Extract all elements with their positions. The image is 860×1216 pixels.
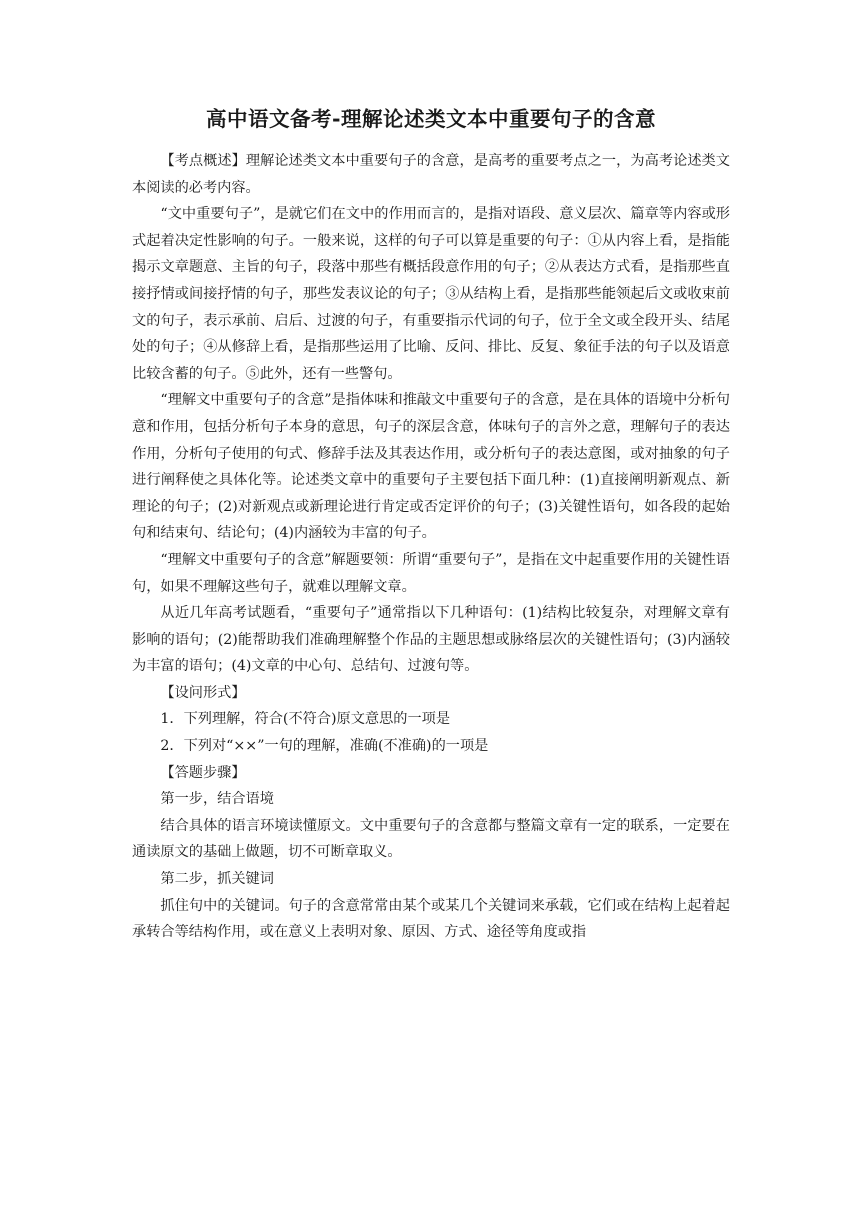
paragraph-important-sentences: “文中重要句子”，是就它们在文中的作用而言的，是指对语段、意义层次、篇章等内容或形式起着决定性影响的句子。一般来说，这样的句子可以算是重要的句子：①从内容上看，是指能揭示文章题意、主旨的句子，段落中那些有概括段意作用的句子；②从表达方式看，是指那些直接抒情或间接抒情的句子，那些发表议论的句子；③从结构上看，是指那些能领起后文或收束前文的句子，表示承前、启后、过渡的句子，有重要指示代词的句子，位于全文或全段开头、结尾处的句子；④从修辞上看，是指那些运用了比喻、反问、排比、反复、象征手法的句子以及语意比较含蓄的句子。⑤此外，还有一些警句。 (132, 206, 730, 382)
step-heading: 第一步，结合语境 (160, 791, 274, 808)
document-page (132, 104, 730, 946)
paragraph-overview: 【考点概述】理解论述类文本中重要句子的含意，是高考的重要考点之一，为高考论述类文本阅读的必考内容。 (132, 153, 730, 196)
question-form-item: 1．下列理解，符合(不符合)原文意思的一项是 (160, 711, 451, 728)
step-description: 抓住句中的关键词。句子的含意常常由某个或某几个关键词来承载，它们或在结构上起着起承转合等结构作用，或在意义上表明对象、原因、方式、途径等角度或指 (132, 897, 730, 941)
step-description: 结合具体的语言环境读懂原文。文中重要句子的含意都与整篇文章有一定的联系，一定要在通读原文的基础上做题，切不可断章取义。 (132, 817, 730, 861)
question-form-item: 2．下列对“××”一句的理解，准确(不准确)的一项是 (160, 738, 489, 755)
paragraph-solving-tips: “理解文中重要句子的含意”解题要领：所谓“重要句子”，是指在文中起重要作用的关键性语句，如果不理解这些句子，就难以理解文章。 (132, 551, 730, 595)
document-title: 高中语文备考-理解论述类文本中重要句子的含意 (205, 107, 656, 131)
paragraph-understanding-meaning: “理解文中重要句子的含意”是指体味和推敲文中重要句子的含意，是在具体的语境中分析句意和作用，包括分析句子本身的意思，句子的深层含意，体味句子的言外之意，理解句子的表达作用，分析句子使用的句式、修辞手法及其表达作用，或分析句子的表达意图，或对抽象的句子进行阐释使之具体化等。论述类文章中的重要句子主要包括下面几种：(1)直接阐明新观点、新理论的句子；(2)对新观点或新理论进行肯定或否定评价的句子；(3)关键性语句，如各段的起始句和结束句、结论句；(4)内涵较为丰富的句子。 (132, 392, 730, 542)
section-heading-question-forms: 【设问形式】 (160, 684, 246, 701)
paragraph-exam-trends: 从近几年高考试题看，“重要句子”通常指以下几种语句：(1)结构比较复杂，对理解文章有影响的语句；(2)能帮助我们准确理解整个作品的主题思想或脉络层次的关键性语句；(3)内涵较为丰富的语句；(4)文章的中心句、总结句、过渡句等。 (132, 605, 730, 675)
step-heading: 第二步，抓关键词 (160, 871, 274, 888)
section-heading-answer-steps: 【答题步骤】 (160, 764, 246, 781)
